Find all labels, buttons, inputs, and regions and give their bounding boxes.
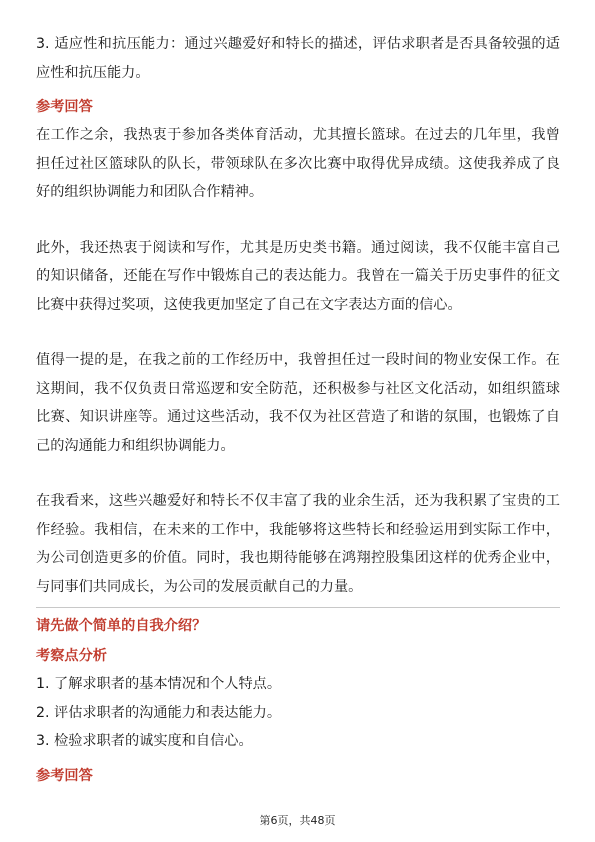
section-divider	[36, 607, 560, 608]
analysis-point-2: 2. 评估求职者的沟通能力和表达能力。	[36, 704, 282, 721]
answer1-paragraph-2: 此外，我还热衷于阅读和写作，尤其是历史类书籍。通过阅读，我不仅能丰富自己的知识储备，还能在写作中锻炼自己的表达能力。我曾在一篇关于历史事件的征文比赛中获得过奖项，这使我更加坚定了自己在文字表达方面的信心。	[36, 239, 560, 313]
paragraph-gap	[36, 207, 560, 234]
page-number: 第6页，共48页	[259, 814, 336, 827]
analysis-point-3: 3. 检验求职者的诚实度和自信心。	[36, 733, 253, 749]
paragraph-gap	[36, 460, 560, 487]
answer1-paragraph-3: 值得一提的是，在我之前的工作经历中，我曾担任过一段时间的物业安保工作。在这期间，我不仅负责日常巡逻和安全防范，还积极参与社区文化活动，如组织篮球比赛、知识讲座等。通过这些活动，我不仅为社区营造了和谐的氛围，也锻炼了自己的沟通能力和组织协调能力。	[36, 352, 560, 454]
answer1-heading: 参考回答	[36, 99, 93, 115]
analysis-heading: 考察点分析	[36, 648, 107, 664]
document-page	[36, 30, 560, 790]
question2-title: 请先做个简单的自我介绍？	[36, 618, 207, 634]
paragraph-gap	[36, 319, 560, 346]
analysis-point-1: 1. 了解求职者的基本情况和个人特点。	[36, 676, 282, 692]
intro-point-text: 3. 适应性和抗压能力：通过兴趣爱好和特长的描述，评估求职者是否具备较强的适应性和抗压能力。	[36, 36, 560, 81]
answer2-heading: 参考回答	[36, 767, 93, 784]
answer1-paragraph-4: 在我看来，这些兴趣爱好和特长不仅丰富了我的业余生活，还为我积累了宝贵的工作经验。我相信，在未来的工作中，我能够将这些特长和经验运用到实际工作中，为公司创造更多的价值。同时，我也期待能够在鸿翔控股集团这样的优秀企业中，与同事们共同成长，为公司的发展贡献自己的力量。	[36, 493, 560, 595]
answer1-paragraph-1: 在工作之余，我热衷于参加各类体育活动，尤其擅长篮球。在过去的几年里，我曾担任过社区篮球队的队长，带领球队在多次比赛中取得优异成绩。这使我养成了良好的组织协调能力和团队合作精神。	[36, 127, 560, 200]
